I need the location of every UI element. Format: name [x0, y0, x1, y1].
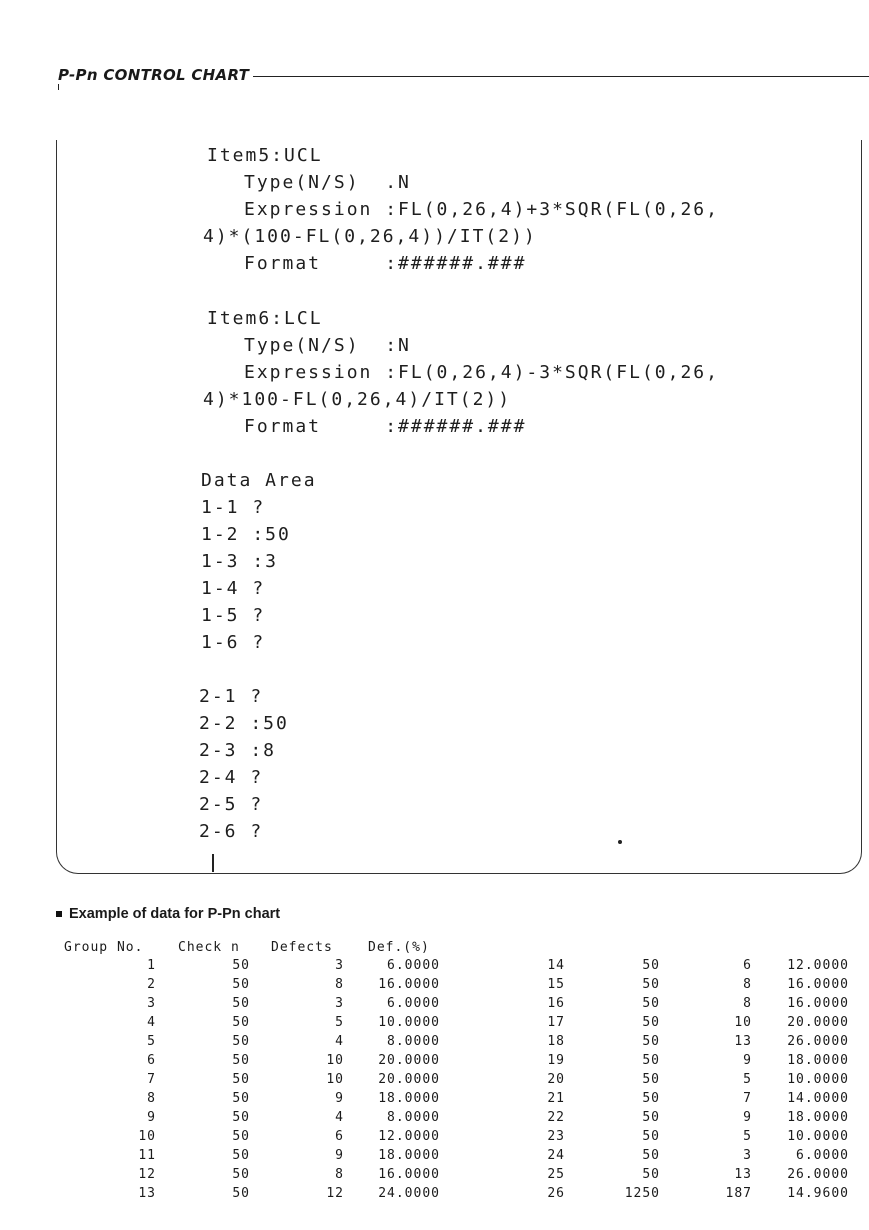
- table-cell: 12.0000: [378, 1129, 440, 1144]
- screen-line: Data Area: [201, 470, 317, 491]
- screen-line: 4)*(100-FL(0,26,4))/IT(2)): [203, 226, 537, 247]
- page-title: P-Pn CONTROL CHART: [58, 66, 253, 84]
- table-cell: 50: [232, 1167, 250, 1182]
- table-cell: 10: [326, 1053, 344, 1068]
- table-cell: 22: [547, 1110, 565, 1125]
- table-cell: 4: [147, 1015, 156, 1030]
- screen-line: 1-4 ?: [201, 578, 266, 599]
- table-cell: 14.0000: [787, 1091, 849, 1106]
- table-cell: 50: [642, 1034, 660, 1049]
- table-cell: 20: [547, 1072, 565, 1087]
- table-cell: 6: [335, 1129, 344, 1144]
- table-cell: 20.0000: [787, 1015, 849, 1030]
- table-header-cell: Defects: [271, 940, 333, 955]
- screen-line: Format :######.###: [244, 253, 527, 274]
- table-cell: 19: [547, 1053, 565, 1068]
- table-cell: 18.0000: [378, 1091, 440, 1106]
- table-cell: 5: [743, 1129, 752, 1144]
- table-cell: 187: [725, 1186, 752, 1201]
- table-cell: 6.0000: [387, 996, 440, 1011]
- table-cell: 9: [335, 1091, 344, 1106]
- table-cell: 50: [232, 977, 250, 992]
- table-cell: 50: [642, 1110, 660, 1125]
- table-cell: 10: [326, 1072, 344, 1087]
- text-cursor: [212, 854, 214, 872]
- table-cell: 50: [232, 1053, 250, 1068]
- screen-line: Format :######.###: [244, 416, 527, 437]
- table-cell: 8: [743, 977, 752, 992]
- table-cell: 26: [547, 1186, 565, 1201]
- table-cell: 9: [743, 1110, 752, 1125]
- table-cell: 50: [232, 1129, 250, 1144]
- table-cell: 4: [335, 1110, 344, 1125]
- table-cell: 9: [147, 1110, 156, 1125]
- table-cell: 50: [232, 1186, 250, 1201]
- table-cell: 50: [232, 996, 250, 1011]
- table-cell: 10.0000: [378, 1015, 440, 1030]
- screen-line: Type(N/S) :N: [244, 335, 411, 356]
- table-cell: 8: [743, 996, 752, 1011]
- table-cell: 4: [335, 1034, 344, 1049]
- table-cell: 3: [743, 1148, 752, 1163]
- table-cell: 50: [232, 958, 250, 973]
- table-cell: 10: [734, 1015, 752, 1030]
- screen-line: 2-3 :8: [199, 740, 277, 761]
- table-cell: 3: [335, 958, 344, 973]
- example-caption: [56, 906, 280, 922]
- table-cell: 16: [547, 996, 565, 1011]
- table-cell: 9: [743, 1053, 752, 1068]
- table-cell: 3: [335, 996, 344, 1011]
- table-cell: 24.0000: [378, 1186, 440, 1201]
- table-cell: 6.0000: [387, 958, 440, 973]
- table-cell: 14: [547, 958, 565, 973]
- table-cell: 24: [547, 1148, 565, 1163]
- table-cell: 13: [138, 1186, 156, 1201]
- screen-line: Expression :FL(0,26,4)-3*SQR(FL(0,26,: [244, 362, 719, 383]
- screen-line: 1-1 ?: [201, 497, 266, 518]
- table-cell: 9: [335, 1148, 344, 1163]
- screen-line: 1-6 ?: [201, 632, 266, 653]
- table-cell: 50: [642, 996, 660, 1011]
- screen-line: 2-5 ?: [199, 794, 264, 815]
- table-cell: 15: [547, 977, 565, 992]
- table-cell: 50: [642, 977, 660, 992]
- table-cell: 50: [642, 958, 660, 973]
- table-cell: 26.0000: [787, 1167, 849, 1182]
- table-cell: 5: [335, 1015, 344, 1030]
- table-cell: 17: [547, 1015, 565, 1030]
- screen-line: 1-2 :50: [201, 524, 291, 545]
- table-cell: 23: [547, 1129, 565, 1144]
- table-cell: 50: [642, 1129, 660, 1144]
- table-cell: 50: [232, 1091, 250, 1106]
- table-cell: 12: [326, 1186, 344, 1201]
- table-cell: 8: [335, 977, 344, 992]
- table-cell: 6: [147, 1053, 156, 1068]
- table-cell: 16.0000: [378, 977, 440, 992]
- table-cell: 20.0000: [378, 1053, 440, 1068]
- screen-line: Expression :FL(0,26,4)+3*SQR(FL(0,26,: [244, 199, 719, 220]
- table-cell: 16.0000: [787, 996, 849, 1011]
- screen-line: 1-3 :3: [201, 551, 279, 572]
- table-cell: 5: [147, 1034, 156, 1049]
- table-cell: 7: [743, 1091, 752, 1106]
- table-header-cell: Def.(%): [368, 940, 430, 955]
- table-cell: 5: [743, 1072, 752, 1087]
- table-cell: 6: [743, 958, 752, 973]
- table-cell: 16.0000: [378, 1167, 440, 1182]
- table-cell: 8.0000: [387, 1110, 440, 1125]
- table-header-cell: Group No.: [64, 940, 144, 955]
- table-cell: 50: [642, 1072, 660, 1087]
- table-cell: 50: [642, 1167, 660, 1182]
- table-cell: 2: [147, 977, 156, 992]
- screen-line: 2-1 ?: [199, 686, 264, 707]
- table-cell: 50: [232, 1110, 250, 1125]
- screen-line: 2-6 ?: [199, 821, 264, 842]
- table-cell: 10.0000: [787, 1129, 849, 1144]
- screen-line: 2-4 ?: [199, 767, 264, 788]
- screen-line: Item5:UCL: [207, 145, 323, 166]
- table-cell: 18.0000: [378, 1148, 440, 1163]
- chart-header: [58, 64, 869, 90]
- table-cell: 12.0000: [787, 958, 849, 973]
- table-cell: 20.0000: [378, 1072, 440, 1087]
- table-cell: 50: [642, 1053, 660, 1068]
- table-cell: 50: [232, 1072, 250, 1087]
- table-cell: 8: [335, 1167, 344, 1182]
- table-cell: 50: [642, 1091, 660, 1106]
- screen-line: 2-2 :50: [199, 713, 289, 734]
- table-cell: 7: [147, 1072, 156, 1087]
- table-cell: 21: [547, 1091, 565, 1106]
- table-cell: 50: [232, 1034, 250, 1049]
- table-cell: 6.0000: [796, 1148, 849, 1163]
- table-cell: 11: [138, 1148, 156, 1163]
- table-cell: 18.0000: [787, 1053, 849, 1068]
- bullet-icon: [56, 911, 62, 917]
- screen-line: 1-5 ?: [201, 605, 266, 626]
- table-cell: 16.0000: [787, 977, 849, 992]
- table-cell: 8: [147, 1091, 156, 1106]
- screen-display: [56, 140, 862, 874]
- table-cell: 10.0000: [787, 1072, 849, 1087]
- table-cell: 3: [147, 996, 156, 1011]
- table-cell: 1250: [624, 1186, 660, 1201]
- table-cell: 50: [232, 1148, 250, 1163]
- screen-line: Type(N/S) .N: [244, 172, 411, 193]
- table-cell: 1: [147, 958, 156, 973]
- table-header-cell: Check n: [178, 940, 240, 955]
- screen-line: Item6:LCL: [207, 308, 323, 329]
- table-cell: 14.9600: [787, 1186, 849, 1201]
- table-cell: 50: [642, 1015, 660, 1030]
- table-cell: 8.0000: [387, 1034, 440, 1049]
- screen-line: 4)*100-FL(0,26,4)/IT(2)): [203, 389, 512, 410]
- table-cell: 18.0000: [787, 1110, 849, 1125]
- table-cell: 26.0000: [787, 1034, 849, 1049]
- table-cell: 10: [138, 1129, 156, 1144]
- example-caption-text: Example of data for P-Pn chart: [69, 906, 281, 922]
- table-cell: 50: [232, 1015, 250, 1030]
- screen-speck: [618, 840, 622, 844]
- table-cell: 12: [138, 1167, 156, 1182]
- table-cell: 18: [547, 1034, 565, 1049]
- table-cell: 25: [547, 1167, 565, 1182]
- table-cell: 50: [642, 1148, 660, 1163]
- table-cell: 13: [734, 1034, 752, 1049]
- table-cell: 13: [734, 1167, 752, 1182]
